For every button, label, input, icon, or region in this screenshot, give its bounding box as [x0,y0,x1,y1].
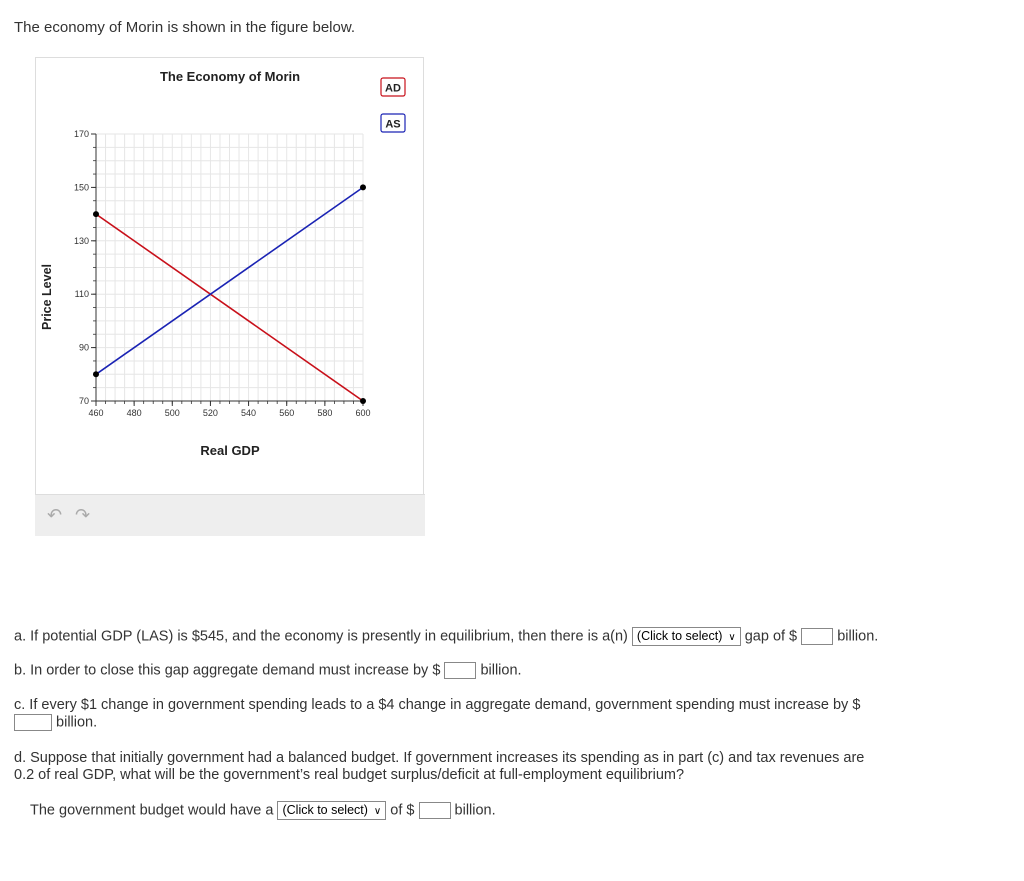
question-d-answer [30,801,496,820]
question-d-input[interactable] [419,802,451,819]
question-d-select-label: (Click to select) [282,803,368,817]
x-tick-label: 540 [241,408,257,418]
question-c-line1: c. If every $1 change in government spending leads to a $4 change in aggregate demand, government spending must increase by $ [14,697,861,713]
y-tick-label: 150 [73,182,89,193]
y-tick-label: 90 [78,342,89,353]
question-a-select-label: (Click to select) [636,629,723,643]
question-a-select[interactable] [632,627,741,646]
question-a-suffix: billion. [837,628,879,645]
question-d-line1: d. Suppose that initially government had a balanced budget. If government increases its spending as in part (c) and tax revenues are [14,750,865,766]
ad-endpoint[interactable] [360,398,366,404]
legend-as-label: AS [385,118,401,131]
legend-ad-label: AD [385,82,401,95]
question-c-suffix: billion. [56,714,98,731]
as-endpoint[interactable] [93,371,99,377]
chart-title: The Economy of Morin [159,69,301,84]
question-c-input[interactable] [14,714,52,731]
chart-grid [96,134,363,401]
legend-ad-button[interactable] [381,78,405,96]
question-a-input[interactable] [801,628,833,645]
question-a-text: a. If potential GDP (LAS) is $545, and the economy is presently in equilibrium, then there is a(n) [14,628,628,645]
question-d-select[interactable] [277,801,386,820]
x-tick-label: 520 [202,408,218,418]
y-tick-label: 170 [73,129,89,139]
as-endpoint[interactable] [360,184,366,190]
chart[interactable] [35,57,425,493]
question-b [14,662,522,679]
question-c-line2 [14,714,97,731]
graph-toolbar [35,494,425,536]
question-d-mid: of $ [390,802,415,819]
intro-text: The economy of Morin is shown in the figure below. [14,19,356,36]
question-d-suffix: billion. [454,802,496,819]
question-a-mid: gap of $ [744,628,798,645]
y-tick-label: 110 [74,289,89,300]
question-b-suffix: billion. [480,662,522,679]
question-d-text: The government budget would have a [30,802,274,819]
x-tick-label: 580 [317,408,333,418]
x-tick-label: 600 [355,408,371,418]
ad-endpoint[interactable] [93,211,99,217]
y-axis-label: Price Level [40,263,54,331]
chevron-down-icon: ∨ [373,806,382,817]
redo-icon[interactable]: ↷ [75,505,91,525]
question-b-input[interactable] [444,662,476,679]
x-tick-label: 500 [164,408,180,418]
x-tick-label: 480 [126,408,142,418]
chevron-down-icon: ∨ [728,632,736,643]
question-d-line2: 0.2 of real GDP, what will be the government’s real budget surplus/deficit at full-employment equilibrium? [14,767,685,783]
x-axis-label: Real GDP [200,443,260,458]
x-tick-label: 560 [279,408,295,418]
y-tick-label: 70 [78,396,89,406]
question-b-text: b. In order to close this gap aggregate demand must increase by $ [14,662,441,679]
legend-as-button[interactable] [381,114,405,132]
question-a [14,627,878,646]
y-tick-label: 130 [73,235,89,246]
undo-icon[interactable]: ↶ [47,505,63,525]
x-tick-label: 460 [88,408,104,418]
